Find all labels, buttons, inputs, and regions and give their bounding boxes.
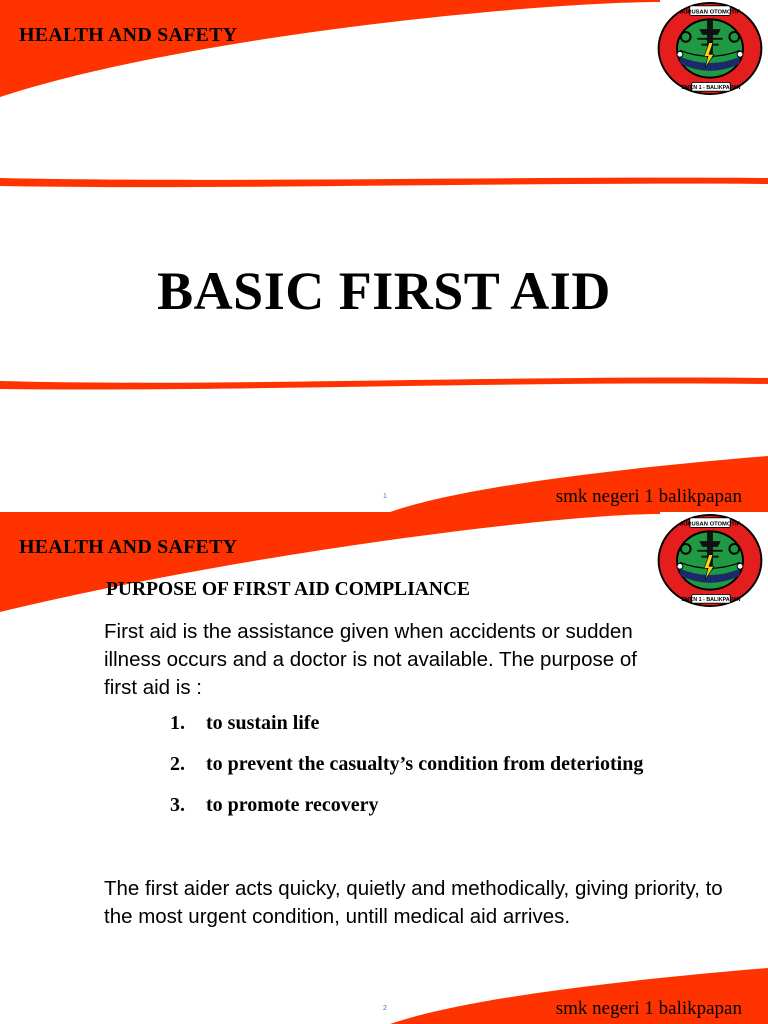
logo-bottom-text: SMKN 1 - BALIKPAPAN	[681, 85, 741, 92]
header-title: HEALTH AND SAFETY	[19, 536, 238, 558]
slide-2	[0, 512, 768, 1024]
closing-paragraph: The first aider acts quicky, quietly and methodically, giving priority, to the most urgent condition, untill medical aid arrives.	[104, 877, 723, 928]
intro-paragraph: First aid is the assistance given when accidents or sudden illness occurs and a doctor is not available. The purpose of first aid is :	[104, 620, 637, 699]
list-item	[170, 710, 650, 737]
logo-top-text: JURUSAN OTOMOTIF	[679, 9, 741, 16]
school-logo	[656, 0, 764, 97]
logo-top-text: JURUSAN OTOMOTIF	[679, 521, 741, 528]
list-item-number: 3.	[170, 794, 185, 816]
list-item	[170, 792, 650, 819]
header-title: HEALTH AND SAFETY	[19, 24, 238, 46]
school-logo	[656, 512, 764, 609]
footer-school-name: smk negeri 1 balikpapan	[555, 486, 742, 507]
logo-bottom-text: SMKN 1 - BALIKPAPAN	[681, 597, 741, 604]
list-item-text: to prevent the casualty’s condition from deterioting	[206, 753, 644, 775]
list-item-text: to promote recovery	[206, 794, 379, 816]
slide-number: 2	[383, 1005, 387, 1012]
slide-number: 1	[383, 493, 387, 500]
list-item-text: to sustain life	[206, 712, 320, 734]
list-item-number: 2.	[170, 753, 185, 775]
list-item-number: 1.	[170, 712, 185, 734]
slide-title: BASIC FIRST AID	[157, 261, 611, 321]
footer-school-name: smk negeri 1 balikpapan	[555, 998, 742, 1019]
list-item	[170, 751, 650, 778]
purpose-list	[170, 710, 650, 833]
section-heading: PURPOSE OF FIRST AID COMPLIANCE	[106, 579, 471, 600]
